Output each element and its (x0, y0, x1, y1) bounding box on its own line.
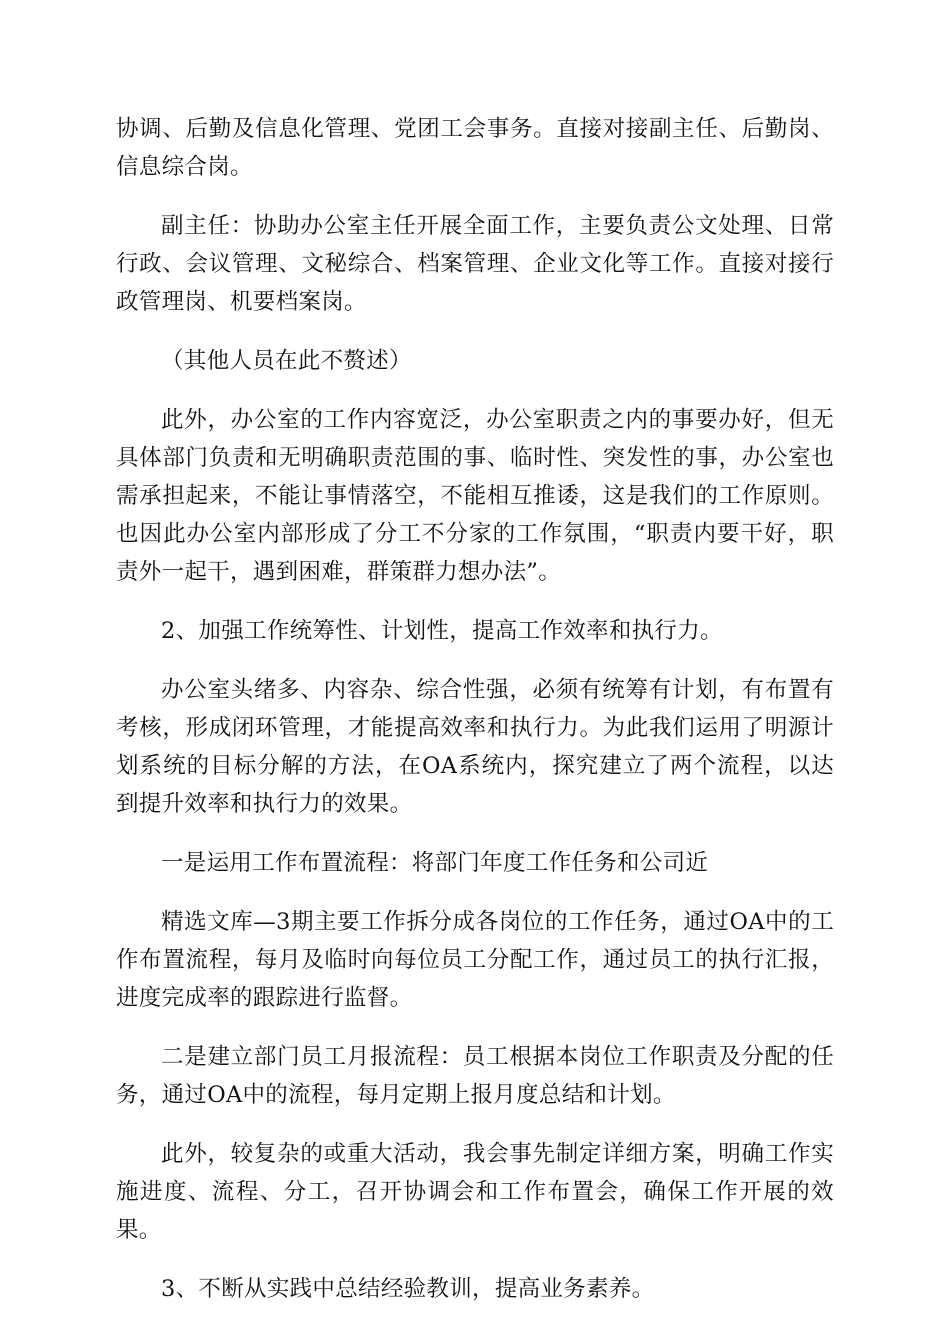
paragraph-10: 此外，较复杂的或重大活动，我会事先制定详细方案，明确工作实施进度、流程、分工，召开协调会和工作布置会，确保工作开展的效果。 (116, 1141, 834, 1243)
paragraph-4: 此外，办公室的工作内容宽泛，办公室职责之内的事要办好，但无具体部门负责和无明确职责范围的事、临时性、突发性的事，办公室也需承担起来，不能让事情落空，不能相互推诿，这是我们的工作原则。也因此办公室内部形成了分工不分家的工作氛围，“职责内要干好，职责外一起干，遇到困难，群策群力想办法”。 (116, 407, 834, 585)
document-page (116, 110, 834, 1329)
paragraph-8: 精选文库—3期主要工作拆分成各岗位的工作任务，通过OA中的工作布置流程，每月及临时向每位员工分配工作，通过员工的执行汇报，进度完成率的跟踪进行监督。 (116, 909, 834, 1011)
section-heading-2: 2、加强工作统筹性、计划性，提高工作效率和执行力。 (161, 618, 723, 644)
paragraph-6: 办公室头绪多、内容杂、综合性强，必须有统筹有计划，有布置有考核，形成闭环管理，才能提高效率和执行力。为此我们运用了明源计划系统的目标分解的方法，在OA系统内，探究建立了两个流程，以达到提升效率和执行力的效果。 (116, 677, 834, 817)
section-heading-3: 3、不断从实践中总结经验教训，提高业务素养。 (161, 1276, 655, 1302)
paragraph-3: （其他人员在此不赘述） (161, 348, 412, 374)
paragraph-1: 协调、后勤及信息化管理、党团工会事务。直接对接副主任、后勤岗、信息综合岗。 (116, 116, 834, 180)
paragraph-2: 副主任：协助办公室主任开展全面工作，主要负责公文处理、日常行政、会议管理、文秘综合、档案管理、企业文化等工作。直接对接行政管理岗、机要档案岗。 (116, 213, 834, 315)
paragraph-9: 二是建立部门员工月报流程：员工根据本岗位工作职责及分配的任务，通过OA中的流程，每月定期上报月度总结和计划。 (116, 1044, 834, 1108)
paragraph-7: 一是运用工作布置流程：将部门年度工作任务和公司近 (161, 850, 709, 876)
